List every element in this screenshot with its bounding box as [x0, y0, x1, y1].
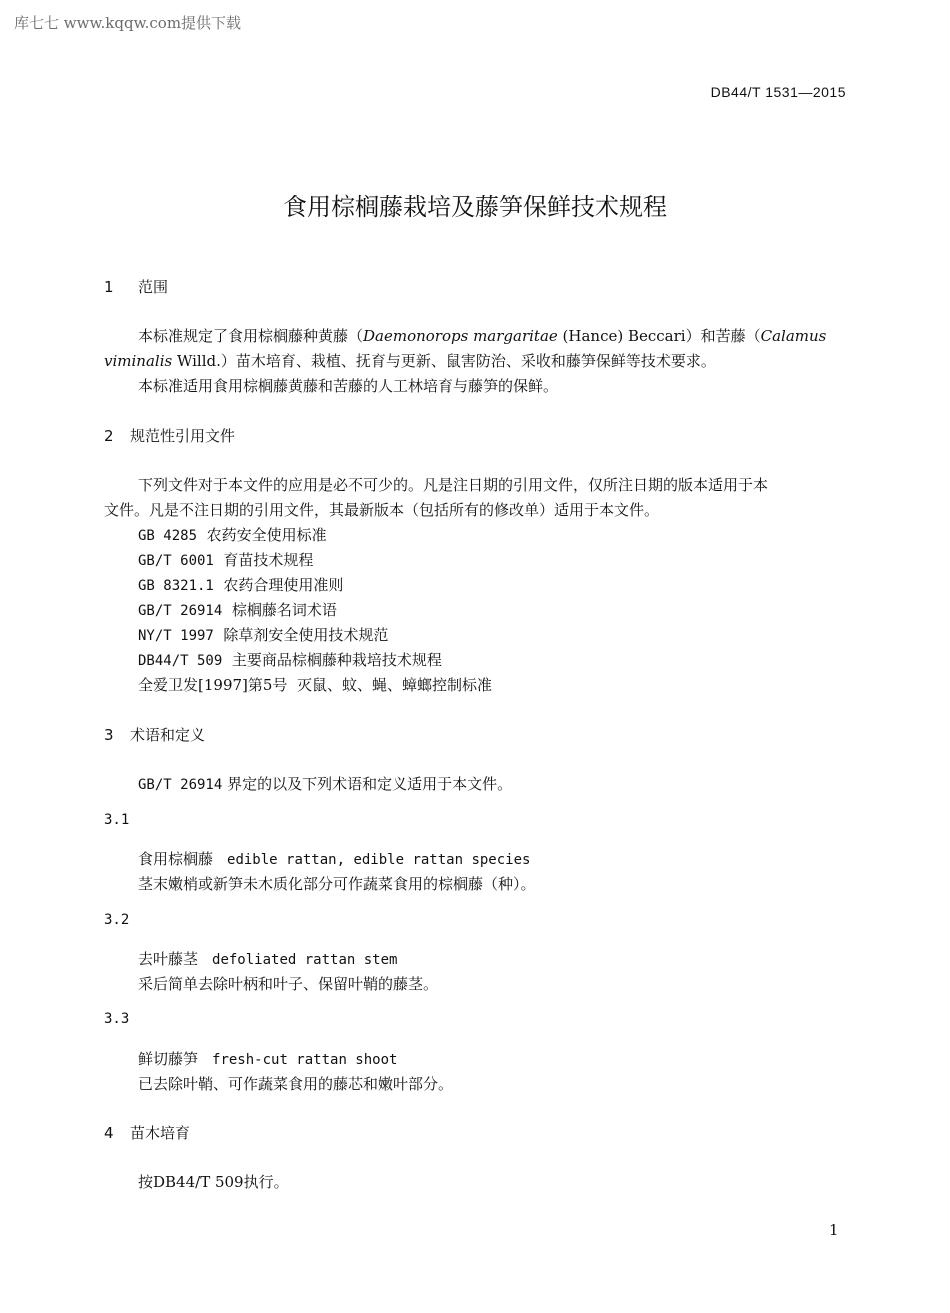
- page-number: 1: [829, 1221, 839, 1239]
- terms-intro: GB/T 26914 界定的以及下列术语和定义适用于本文件。: [138, 775, 513, 793]
- document-number: DB44/T 1531—2015: [710, 84, 846, 100]
- section-number: 3: [104, 726, 114, 744]
- term-number: 3.3: [104, 1011, 130, 1027]
- reference-item: GB 4285 农药安全使用标准: [138, 526, 327, 544]
- term-heading: 鲜切藤笋 fresh-cut rattan shoot: [138, 1050, 398, 1068]
- section-2-heading: [104, 425, 235, 446]
- scope-applicability: 本标准适用食用棕榈藤黄藤和苦藤的人工林培育与藤笋的保鲜。: [138, 377, 559, 395]
- reference-item: GB/T 26914 棕榈藤名词术语: [138, 601, 337, 619]
- term-definition: 已去除叶鞘、可作蔬菜食用的藤芯和嫩叶部分。: [138, 1075, 454, 1093]
- section-title: 术语和定义: [130, 726, 206, 744]
- section-number: 1: [104, 278, 114, 296]
- section-title: 规范性引用文件: [130, 427, 236, 445]
- seedling-paragraph: 按DB44/T 509执行。: [138, 1173, 289, 1191]
- term-definition: 采后简单去除叶柄和叶子、保留叶鞘的藤茎。: [138, 975, 439, 993]
- section-title: 范围: [138, 278, 169, 296]
- watermark: 库七七 www.kqqw.com提供下载: [14, 14, 242, 32]
- term-definition: 茎末嫩梢或新笋未木质化部分可作蔬菜食用的棕榈藤（种）。: [138, 875, 536, 893]
- scope-paragraph-line-2: viminalis Willd.）苗木培育、栽植、抚育与更新、鼠害防治、采收和藤笋保鲜等技术要求。: [104, 352, 716, 370]
- references-intro-line-1: 下列文件对于本文件的应用是必不可少的。凡是注日期的引用文件，仅所注日期的版本适用于本: [138, 476, 769, 494]
- reference-item: NY/T 1997 除草剂安全使用技术规范: [138, 626, 389, 644]
- references-intro-line-2: 文件。凡是不注日期的引用文件，其最新版本（包括所有的修改单）适用于本文件。: [104, 501, 660, 519]
- section-3-heading: [104, 724, 205, 745]
- page-title: 食用棕榈藤栽培及藤笋保鲜技术规程: [283, 193, 667, 221]
- term-number: 3.1: [104, 812, 130, 828]
- reference-item: GB/T 6001 育苗技术规程: [138, 551, 314, 569]
- reference-item: DB44/T 509 主要商品棕榈藤种栽培技术规程: [138, 651, 442, 669]
- reference-item: GB 8321.1 农药合理使用准则: [138, 576, 344, 594]
- reference-item: 全爱卫发[1997]第5号 灭鼠、蚊、蝇、蟑螂控制标准: [138, 676, 492, 694]
- section-title: 苗木培育: [130, 1124, 191, 1142]
- term-heading: 去叶藤茎 defoliated rattan stem: [138, 950, 398, 968]
- section-number: 4: [104, 1124, 114, 1142]
- term-number: 3.2: [104, 912, 130, 928]
- section-1-heading: [104, 276, 168, 297]
- term-heading: 食用棕榈藤 edible rattan, edible rattan species: [138, 850, 531, 868]
- section-number: 2: [104, 427, 114, 445]
- scope-paragraph-line-1: 本标准规定了食用棕榈藤种黄藤（Daemonorops margaritae (Hance) Beccari）和苦藤（Calamus: [138, 327, 827, 345]
- section-4-heading: [104, 1122, 190, 1143]
